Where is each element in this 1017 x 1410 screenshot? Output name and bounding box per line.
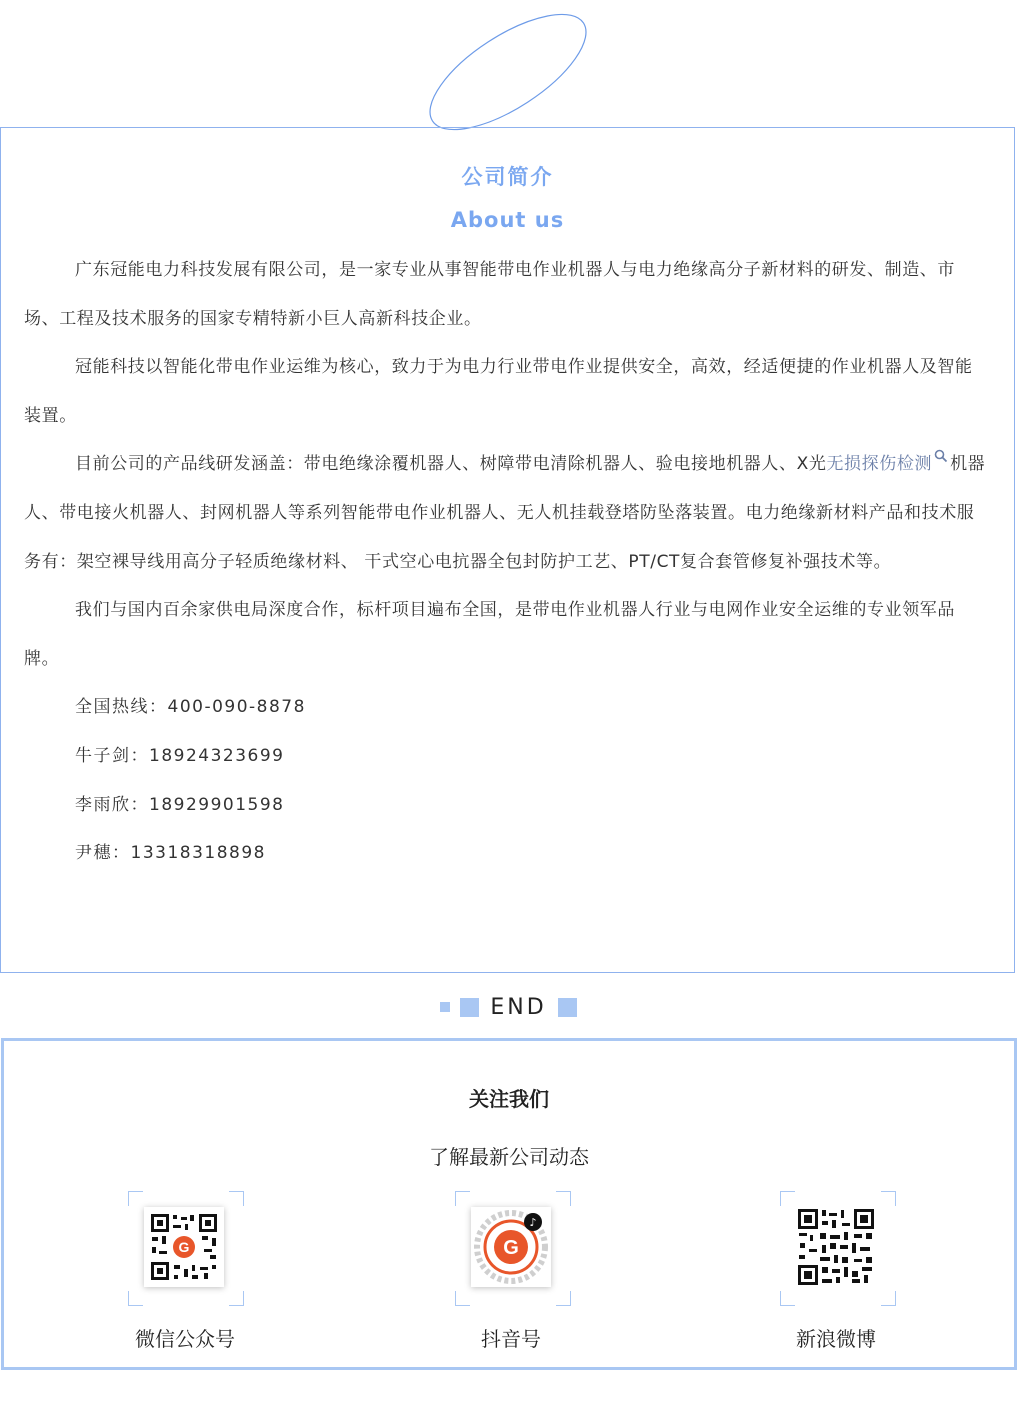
intro-paragraph-2: 冠能科技以智能化带电作业运维为核心，致力于为电力行业带电作业提供安全，高效，经适便捷的作业机器人及智能装置。 [24, 357, 973, 426]
ndt-link[interactable]: 无损探伤检测 [826, 454, 933, 475]
svg-text:G: G [503, 1237, 519, 1259]
douyin-code-icon [471, 1207, 551, 1287]
intro-paragraph-1: 广东冠能电力科技发展有限公司，是一家专业从事智能带电作业机器人与电力绝缘高分子新材料的研发、制造、市场、工程及技术服务的国家专精特新小巨人高新科技企业。 [24, 260, 955, 329]
company-intro-section [0, 127, 1015, 973]
contact-hotline: 全国热线：400-090-8878 [75, 697, 306, 718]
end-square-small [440, 1002, 450, 1012]
search-icon[interactable] [934, 449, 948, 463]
decorative-ellipse [420, 10, 600, 140]
section-title-cn: 公司简介 [461, 165, 554, 189]
weibo-qr-frame[interactable] [780, 1191, 896, 1306]
end-square-right [558, 998, 577, 1017]
end-label: END [490, 994, 547, 1020]
qr-code-icon [796, 1207, 876, 1287]
paragraph-3-rest: 机器人、带电接火机器人、封网机器人等系列智能带电作业机器人、无人机挂载登塔防坠落装置。电力绝缘新材料产品和技术服务有：架空裸导线用高分子轻质绝缘材料、 干式空心电抗器全包封防护工艺、PT/CT复合套管修复补强技术等。 [24, 454, 986, 572]
douyin-code-frame[interactable] [455, 1191, 571, 1306]
svg-text:G: G [178, 1239, 190, 1255]
end-divider [0, 992, 1017, 1022]
intro-body [24, 246, 990, 878]
follow-us-section [1, 1038, 1017, 1370]
contact-person-1: 牛子剑：18924323699 [75, 745, 285, 766]
section-title-en: About us [450, 208, 565, 232]
wechat-label: 微信公众号 [135, 1327, 235, 1351]
qr-code-icon [144, 1207, 224, 1287]
contact-person-2: 李雨欣：18929901598 [75, 794, 285, 815]
svg-text:♪: ♪ [529, 1216, 537, 1229]
follow-title: 关注我们 [469, 1087, 549, 1111]
douyin-label: 抖音号 [481, 1327, 541, 1351]
intro-paragraph-3 [24, 440, 990, 586]
contact-person-3: 尹穗：13318318898 [75, 843, 266, 864]
paragraph-3-start: 目前公司的产品线研发涵盖：带电绝缘涂覆机器人、树障带电清除机器人、验电接地机器人、X光 [75, 454, 827, 475]
intro-paragraph-4: 我们与国内百余家供电局深度合作，标杆项目遍布全国，是带电作业机器人行业与电网作业安全运维的专业领军品牌。 [24, 600, 955, 669]
wechat-qr-frame[interactable] [128, 1191, 244, 1306]
end-square-left [460, 998, 479, 1017]
follow-subtitle: 了解最新公司动态 [429, 1145, 589, 1169]
weibo-label: 新浪微博 [796, 1327, 876, 1351]
